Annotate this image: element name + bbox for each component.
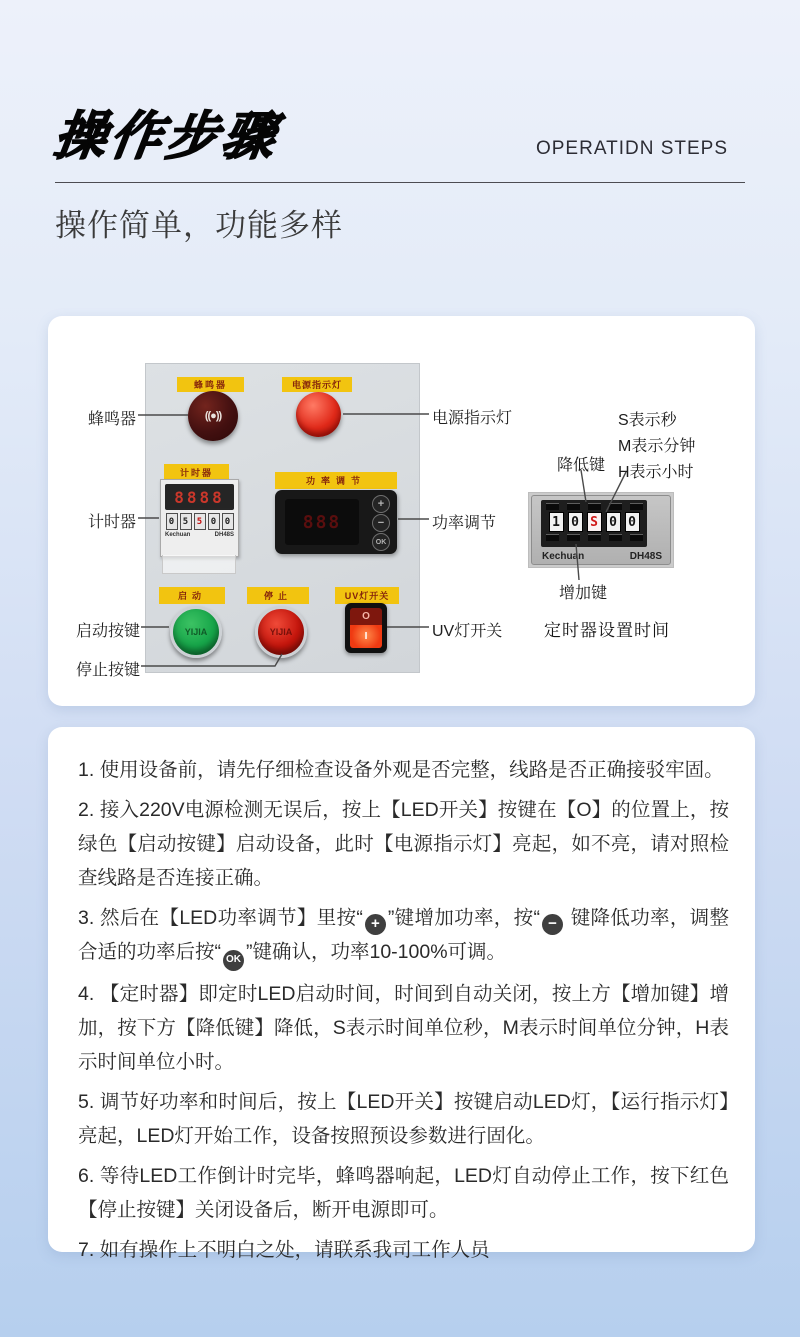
timer-clear-cover	[162, 555, 236, 574]
increase-key-tab	[546, 534, 559, 541]
decrease-key-label: 降低键	[557, 457, 606, 474]
control-panel-photo	[145, 363, 420, 673]
page-tagline: 操作简单，功能多样	[55, 208, 343, 243]
closeup-brand: Kechuan	[542, 551, 585, 562]
panel-diagram-card	[48, 316, 755, 706]
callout-power-adjust: 功率调节	[432, 515, 497, 532]
buzzer-tag: 蜂鸣器	[177, 377, 244, 392]
callout-timer: 计时器	[88, 514, 137, 531]
closeup-caption: 定时器设置时间	[544, 621, 670, 640]
stop-tag: 停止	[247, 587, 309, 604]
instruction-item: 4. 【定时器】即定时LED启动时间，时间到自动关闭，按上方【增加键】增加，按下方【降低键】降低，S表示时间单位秒，M表示时间单位分钟，H表示时间单位小时。	[78, 982, 729, 1073]
page-title-english: OPERATIDN STEPS	[535, 138, 728, 159]
timer-brand: Kechuan	[165, 532, 191, 538]
rocker-off-mark: O	[350, 608, 382, 625]
power-adjust-tag: 功率调节	[275, 472, 397, 489]
stop-pushbutton: YIJIA	[255, 606, 307, 658]
closeup-digit: 0	[568, 512, 583, 532]
note-seconds: S表示秒	[618, 412, 677, 429]
instruction-item: 2. 接入220V电源检测无误后，按上【LED开关】按键在【O】的位置上，按绿色【启动按键】启动设备，此时【电源指示灯】亮起，如不亮，请对照检查线路是否连接正确。	[78, 799, 729, 889]
ok-key-icon: OK	[223, 950, 244, 971]
callout-start: 启动按键	[76, 623, 141, 640]
plus-key-icon: +	[365, 914, 386, 935]
timer-wheel-digit: 5	[180, 513, 192, 530]
start-tag: 启动	[159, 587, 225, 604]
callout-uv: UV灯开关	[432, 623, 503, 640]
decrease-key-tab	[546, 503, 559, 510]
decrease-key-tab	[567, 503, 580, 510]
closeup-digit: 0	[625, 512, 640, 532]
start-pushbutton: YIJIA	[170, 606, 222, 658]
timer-model: DH48S	[214, 532, 234, 538]
timer-tag: 计时器	[164, 464, 229, 480]
decrease-key-tab	[609, 503, 622, 510]
power-adjust-module	[275, 490, 397, 554]
instructions-list	[78, 753, 729, 1267]
instruction-item: 7. 如有操作上不明白之处，请联系我司工作人员	[78, 1238, 490, 1261]
timer-wheel-digit: 0	[222, 513, 234, 530]
callout-stop: 停止按键	[76, 662, 141, 679]
timer-wheel-digit: 5	[194, 513, 206, 530]
instruction-item: 6. 等待LED工作倒计时完毕，蜂鸣器响起，LED灯自动停止工作，按下红色【停止按键】关闭设备后，断开电源即可。	[78, 1164, 729, 1221]
uv-switch-tag: UV灯开关	[335, 587, 399, 604]
header-divider	[55, 182, 745, 183]
instruction-steps-card	[48, 727, 755, 1261]
rocker-on-mark: I	[350, 625, 382, 648]
timer-relay-device	[160, 479, 239, 557]
note-hours: H表示小时	[618, 464, 694, 481]
decrease-key-tab	[630, 503, 643, 510]
note-minutes: M表示分钟	[618, 438, 696, 455]
timer-digit-windows	[541, 512, 647, 532]
timer-wheel-digit: 0	[208, 513, 220, 530]
page-title: 操作步骤	[50, 108, 283, 166]
increase-key-row	[541, 534, 647, 541]
instruction-item: 1. 使用设备前，请先仔细检查设备外观是否完整，线路是否正确接驳牢固。	[78, 759, 724, 781]
increase-key-tab	[609, 534, 622, 541]
ok-button: OK	[372, 533, 390, 551]
instruction-item: 3. 然后在【LED功率调节】里按“ + ”键增加功率，按“ − 键降低功率，调整合适的功率后按“ OK ”键确认，功率10-100%可调。	[78, 901, 729, 971]
timer-closeup-panel	[541, 500, 647, 547]
timer-wheel-digit: 0	[166, 513, 178, 530]
minus-button: −	[372, 514, 390, 532]
power-indicator-tag: 电源指示灯	[282, 377, 352, 392]
plus-button: +	[372, 495, 390, 513]
closeup-model: DH48S	[629, 551, 662, 562]
timer-led-display: 8888	[165, 484, 234, 510]
timer-closeup-photo	[528, 492, 674, 568]
callout-buzzer: 蜂鸣器	[88, 411, 137, 428]
power-module-display: 888	[285, 499, 359, 545]
decrease-key-row	[541, 503, 647, 510]
buzzer-device	[188, 391, 238, 441]
closeup-digit: 0	[606, 512, 621, 532]
timer-wheel-digits	[161, 513, 238, 530]
closeup-digit: S	[587, 512, 602, 532]
closeup-digit: 1	[549, 512, 564, 532]
timer-closeup-frame	[531, 495, 671, 565]
callout-power-light: 电源指示灯	[432, 410, 513, 427]
uv-rocker-switch	[345, 603, 387, 653]
increase-key-tab	[630, 534, 643, 541]
minus-key-icon: −	[542, 914, 563, 935]
power-indicator-light	[296, 392, 341, 437]
sound-wave-icon: ((●))	[204, 410, 222, 422]
time-unit-notes	[618, 408, 695, 486]
increase-key-label: 增加键	[559, 585, 608, 602]
increase-key-tab	[567, 534, 580, 541]
increase-key-tab	[588, 534, 601, 541]
decrease-key-tab	[588, 503, 601, 510]
instruction-item: 5. 调节好功率和时间后，按上【LED开关】按键启动LED灯，【运行指示灯】亮起，LED灯开始工作，设备按照预设参数进行固化。	[78, 1090, 729, 1147]
